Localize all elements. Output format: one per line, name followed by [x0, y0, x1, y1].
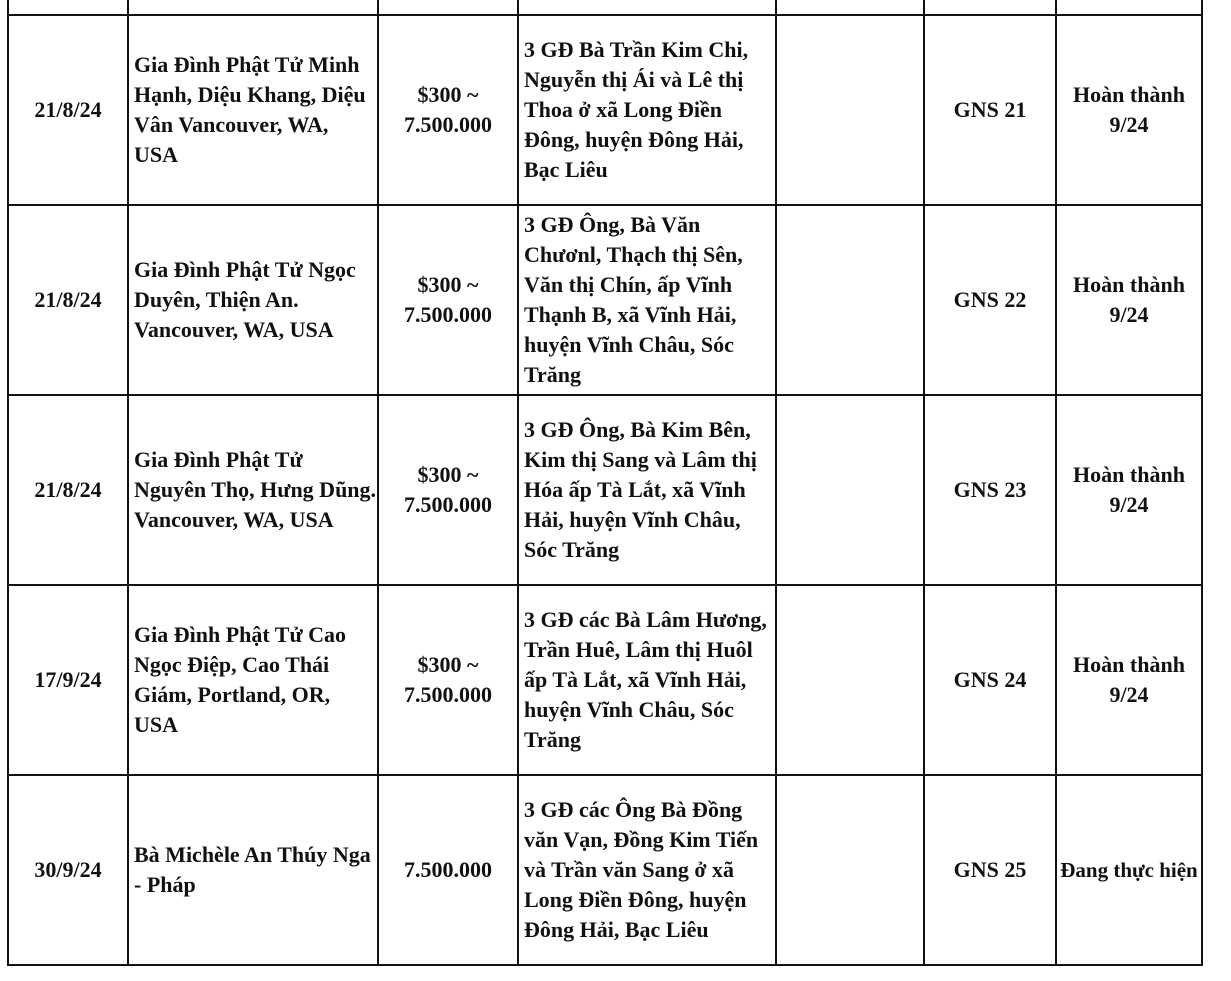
empty-cell	[776, 205, 924, 395]
status-cell: Hoàn thành 9/24	[1056, 205, 1202, 395]
code-cell: GNS 25	[924, 775, 1056, 965]
table-cell	[8, 0, 128, 15]
donor-cell: Bà Michèle An Thúy Nga - Pháp	[128, 775, 378, 965]
status-cell: Hoàn thành 9/24	[1056, 395, 1202, 585]
donor-cell: Gia Đình Phật Tử Cao Ngọc Điệp, Cao Thái Giám, Portland, OR, USA	[128, 585, 378, 775]
table-cell	[128, 0, 378, 15]
table-cell	[924, 0, 1056, 15]
date-cell: 21/8/24	[8, 205, 128, 395]
donation-table-page	[7, 0, 1201, 966]
date-cell: 17/9/24	[8, 585, 128, 775]
empty-cell	[776, 15, 924, 205]
table-cell	[378, 0, 518, 15]
donor-cell: Gia Đình Phật Tử Ngọc Duyên, Thiện An. Vancouver, WA, USA	[128, 205, 378, 395]
amount-cell: $300 ~ 7.500.000	[378, 15, 518, 205]
table-row	[8, 205, 1202, 395]
empty-cell	[776, 775, 924, 965]
table-cell	[518, 0, 776, 15]
status-cell: Hoàn thành 9/24	[1056, 585, 1202, 775]
table-row-continued-top	[8, 0, 1202, 15]
date-cell: 30/9/24	[8, 775, 128, 965]
recipient-cell: 3 GĐ Ông, Bà Văn Chươnl, Thạch thị Sên, Văn thị Chín, ấp Vĩnh Thạnh B, xã Vĩnh Hải, huyện Vĩnh Châu, Sóc Trăng	[518, 205, 776, 395]
recipient-cell: 3 GĐ các Bà Lâm Hương, Trần Huê, Lâm thị Huôl ấp Tà Lắt, xã Vĩnh Hải, huyện Vĩnh Châu, Sóc Trăng	[518, 585, 776, 775]
amount-cell: $300 ~ 7.500.000	[378, 585, 518, 775]
recipient-cell: 3 GĐ Bà Trần Kim Chi, Nguyễn thị Ái và Lê thị Thoa ở xã Long Điền Đông, huyện Đông Hải, Bạc Liêu	[518, 15, 776, 205]
code-cell: GNS 23	[924, 395, 1056, 585]
code-cell: GNS 21	[924, 15, 1056, 205]
table-cell	[776, 0, 924, 15]
code-cell: GNS 22	[924, 205, 1056, 395]
donor-cell: Gia Đình Phật Tử Minh Hạnh, Diệu Khang, Diệu Vân Vancouver, WA, USA	[128, 15, 378, 205]
table-cell	[1056, 0, 1202, 15]
recipient-cell: 3 GĐ Ông, Bà Kim Bên, Kim thị Sang và Lâm thị Hóa ấp Tà Lắt, xã Vĩnh Hải, huyện Vĩnh Châu, Sóc Trăng	[518, 395, 776, 585]
status-cell: Hoàn thành 9/24	[1056, 15, 1202, 205]
amount-cell: 7.500.000	[378, 775, 518, 965]
code-cell: GNS 24	[924, 585, 1056, 775]
date-cell: 21/8/24	[8, 395, 128, 585]
empty-cell	[776, 585, 924, 775]
amount-cell: $300 ~ 7.500.000	[378, 395, 518, 585]
amount-cell: $300 ~ 7.500.000	[378, 205, 518, 395]
recipient-cell: 3 GĐ các Ông Bà Đồng văn Vạn, Đồng Kim Tiến và Trần văn Sang ở xã Long Điền Đông, huyện Đông Hải, Bạc Liêu	[518, 775, 776, 965]
table-row	[8, 585, 1202, 775]
date-cell: 21/8/24	[8, 15, 128, 205]
table-row	[8, 15, 1202, 205]
donation-table	[7, 0, 1203, 966]
table-row	[8, 395, 1202, 585]
empty-cell	[776, 395, 924, 585]
donor-cell: Gia Đình Phật Tử Nguyên Thọ, Hưng Dũng. Vancouver, WA, USA	[128, 395, 378, 585]
table-row	[8, 775, 1202, 965]
status-cell: Đang thực hiện	[1056, 775, 1202, 965]
